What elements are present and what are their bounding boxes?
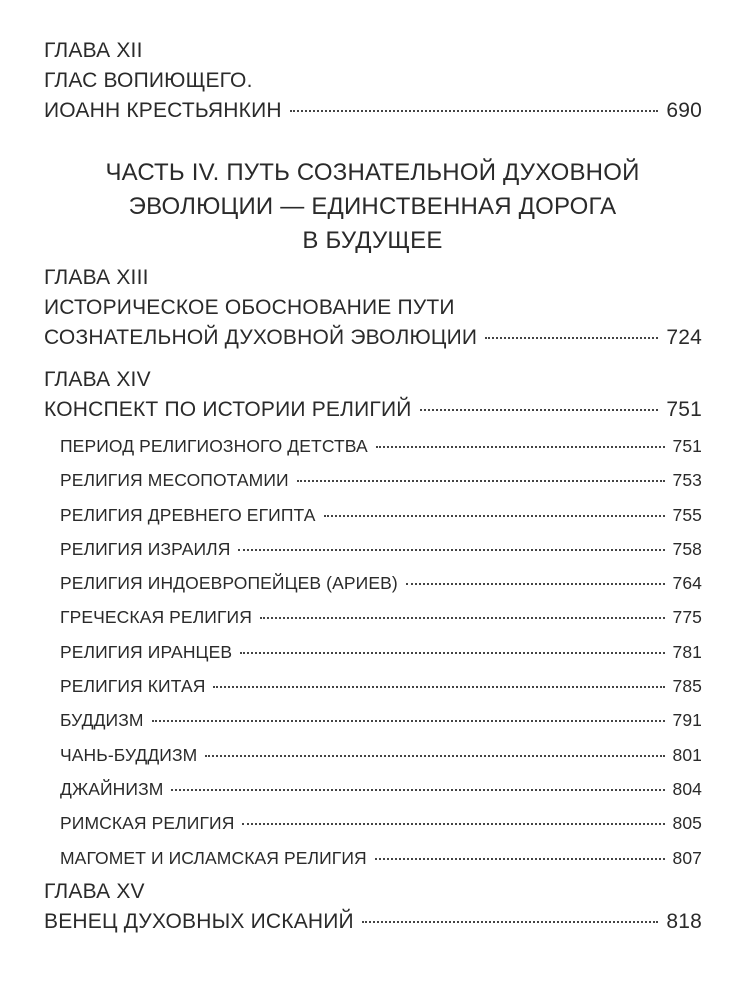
toc-line — [44, 395, 702, 425]
chapter-title-line: ИОАНН КРЕСТЬЯНКИН — [44, 99, 282, 122]
dot-leader — [213, 686, 664, 688]
subsection-title: ДЖАЙНИЗМ — [60, 778, 164, 799]
dot-leader — [205, 755, 664, 757]
chapter-13-entry[interactable] — [44, 263, 702, 353]
chapter-15-entry[interactable] — [44, 877, 702, 937]
subsection-title: РЕЛИГИЯ ИНДОЕВРОПЕЙЦЕВ (АРИЕВ) — [60, 573, 398, 594]
page-number: 791 — [672, 710, 702, 731]
chapter-14-entry[interactable] — [44, 365, 702, 425]
subsection-title: МАГОМЕТ И ИСЛАМСКАЯ РЕЛИГИЯ — [60, 847, 367, 868]
page-number: 804 — [672, 778, 702, 799]
page-number: 690 — [666, 99, 702, 122]
subsection-entry[interactable] — [60, 498, 702, 532]
subsection-title: РЕЛИГИЯ ИЗРАИЛЯ — [60, 538, 231, 559]
chapter-title-line: ИСТОРИЧЕСКОЕ ОБОСНОВАНИЕ ПУТИ — [44, 296, 455, 319]
subsection-entry[interactable] — [60, 669, 702, 703]
dot-leader — [376, 446, 665, 448]
dot-leader — [152, 720, 665, 722]
subsection-entry[interactable] — [60, 600, 702, 634]
dot-leader — [297, 480, 665, 482]
chapter-title-line: СОЗНАТЕЛЬНОЙ ДУХОВНОЙ ЭВОЛЮЦИИ — [44, 326, 478, 349]
dot-leader — [260, 617, 665, 619]
subsection-entry[interactable] — [60, 841, 702, 875]
dot-leader — [324, 515, 665, 517]
dot-leader — [242, 823, 664, 825]
toc-line — [44, 907, 702, 937]
chapter-12-entry[interactable] — [44, 36, 702, 126]
page-number: 758 — [672, 538, 702, 559]
page-number: 724 — [666, 326, 702, 349]
chapter-title: КОНСПЕКТ ПО ИСТОРИИ РЕЛИГИЙ — [44, 398, 412, 421]
dot-leader — [240, 652, 664, 654]
subsection-title: РЕЛИГИЯ ИРАНЦЕВ — [60, 641, 233, 662]
subsection-list — [60, 429, 702, 875]
subsection-title: РЕЛИГИЯ ДРЕВНЕГО ЕГИПТА — [60, 504, 316, 525]
dot-leader — [406, 583, 665, 585]
dot-leader — [485, 337, 658, 339]
dot-leader — [171, 789, 664, 791]
subsection-title: ПЕРИОД РЕЛИГИОЗНОГО ДЕТСТВА — [60, 436, 368, 456]
dot-leader — [238, 549, 664, 551]
chapter-label: ГЛАВА XII — [44, 39, 143, 62]
subsection-entry[interactable] — [60, 703, 702, 737]
toc-line — [44, 323, 702, 353]
page-number: 775 — [672, 607, 702, 628]
page-number: 764 — [672, 573, 702, 594]
subsection-title: РИМСКАЯ РЕЛИГИЯ — [60, 813, 235, 834]
page-number: 781 — [672, 641, 702, 662]
subsection-title: РЕЛИГИЯ МЕСОПОТАМИИ — [60, 470, 289, 491]
subsection-entry[interactable] — [60, 806, 702, 840]
page-number: 785 — [672, 676, 702, 697]
dot-leader — [362, 921, 659, 923]
page-number: 751 — [672, 436, 702, 456]
part-heading-line: ЭВОЛЮЦИИ — ЕДИНСТВЕННАЯ ДОРОГА — [128, 193, 617, 220]
part-heading-line: В БУДУЩЕЕ — [302, 227, 443, 254]
subsection-entry[interactable] — [60, 566, 702, 600]
subsection-title: ЧАНЬ-БУДДИЗМ — [60, 744, 198, 765]
dot-leader — [290, 110, 659, 112]
chapter-label: ГЛАВА XIV — [44, 368, 151, 391]
part-heading — [0, 156, 745, 258]
subsection-entry[interactable] — [60, 463, 702, 497]
page-number: 751 — [666, 398, 702, 421]
subsection-title: БУДДИЗМ — [60, 710, 144, 731]
page-number: 818 — [666, 910, 702, 933]
subsection-entry[interactable] — [60, 532, 702, 566]
subsection-entry[interactable] — [60, 738, 702, 772]
chapter-label: ГЛАВА XV — [44, 880, 145, 903]
page-number: 801 — [672, 744, 702, 765]
chapter-title-line: ГЛАС ВОПИЮЩЕГО. — [44, 69, 253, 92]
chapter-title: ВЕНЕЦ ДУХОВНЫХ ИСКАНИЙ — [44, 910, 354, 933]
subsection-entry[interactable] — [60, 635, 702, 669]
subsection-entry[interactable] — [60, 429, 702, 463]
page-number: 805 — [672, 813, 702, 834]
part-heading-line: ЧАСТЬ IV. ПУТЬ СОЗНАТЕЛЬНОЙ ДУХОВНОЙ — [105, 159, 640, 186]
page-number: 753 — [672, 470, 702, 491]
subsection-title: ГРЕЧЕСКАЯ РЕЛИГИЯ — [60, 607, 252, 628]
page-number: 807 — [672, 847, 702, 868]
dot-leader — [375, 858, 665, 860]
chapter-label: ГЛАВА XIII — [44, 266, 149, 289]
dot-leader — [420, 409, 659, 411]
subsection-entry[interactable] — [60, 772, 702, 806]
page-number: 755 — [672, 504, 702, 525]
toc-line — [44, 96, 702, 126]
subsection-title: РЕЛИГИЯ КИТАЯ — [60, 676, 206, 697]
